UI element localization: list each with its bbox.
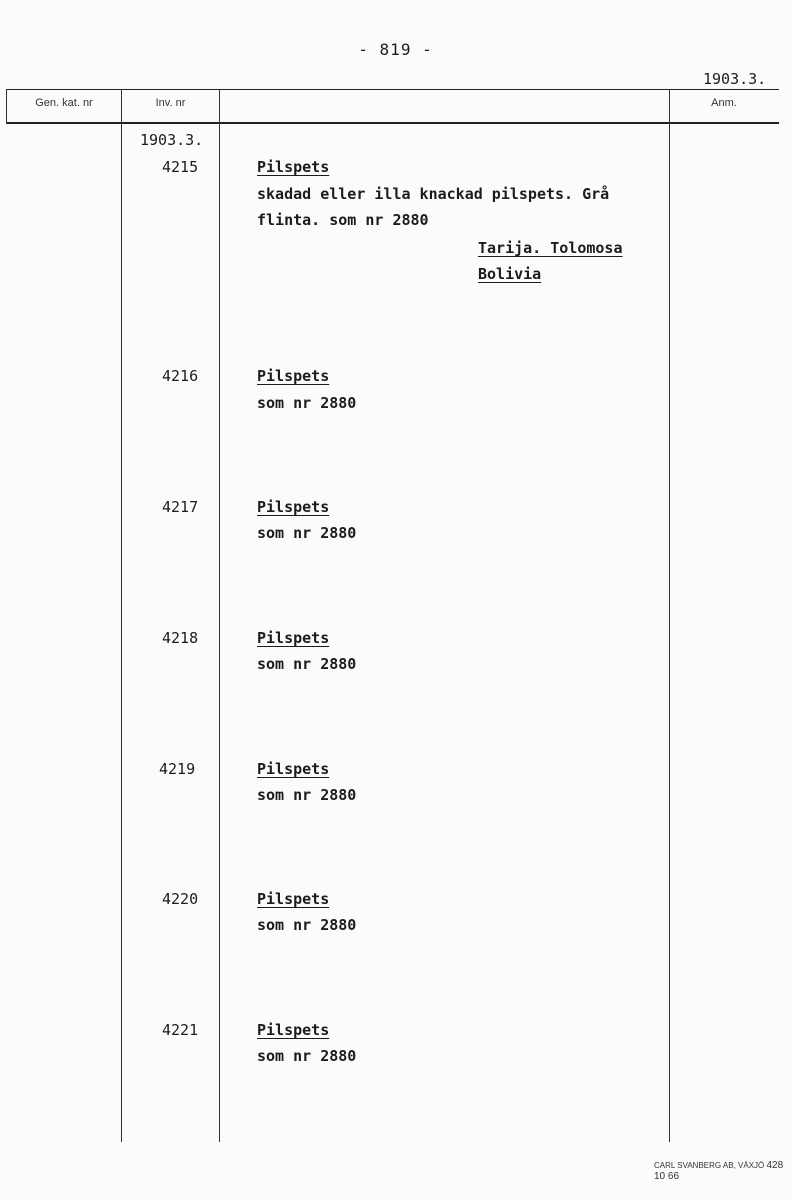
entry-description: som nr 2880 [257, 655, 357, 673]
form-code: 428 10 66 [654, 1160, 784, 1182]
accession-number: 1903.3. [140, 131, 204, 149]
entry-title: Pilspets [257, 158, 330, 176]
column-divider-text-anm [669, 89, 670, 1142]
entry-description: som nr 2880 [257, 786, 357, 804]
entry-title: Pilspets [257, 629, 330, 647]
entry-locality-country: Bolivia [478, 265, 542, 283]
entry-title: Pilspets [257, 498, 330, 516]
inv-number: 4216 [162, 367, 199, 385]
inv-number: 4220 [162, 890, 199, 908]
inv-number: 4219 [159, 760, 196, 778]
entry-title: Pilspets [257, 367, 330, 385]
entry-description: som nr 2880 [257, 394, 357, 412]
inv-number: 4218 [162, 629, 199, 647]
entry-locality-place: Tarija. Tolomosa [478, 239, 623, 257]
entry-description: skadad eller illa knackad pilspets. Grå flinta. som nr 2880 [257, 185, 610, 229]
entry-description: som nr 2880 [257, 1047, 357, 1065]
inv-number: 4221 [162, 1021, 199, 1039]
entry-description: som nr 2880 [257, 916, 357, 934]
top-accession: 1903.3. [703, 70, 767, 88]
entry-description: som nr 2880 [257, 524, 357, 542]
column-divider-inv-text [219, 89, 220, 1142]
entry-title: Pilspets [257, 890, 330, 908]
inv-number: 4215 [162, 158, 199, 176]
page-number: - 819 - [358, 40, 433, 59]
column-header-anm: Anm. [711, 97, 737, 109]
inv-number: 4217 [162, 498, 199, 516]
entry-title: Pilspets [257, 1021, 330, 1039]
printer-name: CARL SVANBERG AB, VÄXJÖ [654, 1161, 765, 1170]
left-border-line [6, 89, 7, 124]
column-header-inv-nr: Inv. nr [155, 97, 186, 109]
column-header-gen-kat-nr: Gen. kat. nr [35, 97, 93, 109]
column-divider-gen-inv [121, 89, 122, 1142]
entry-title: Pilspets [257, 760, 330, 778]
printer-imprint [654, 1160, 791, 1182]
